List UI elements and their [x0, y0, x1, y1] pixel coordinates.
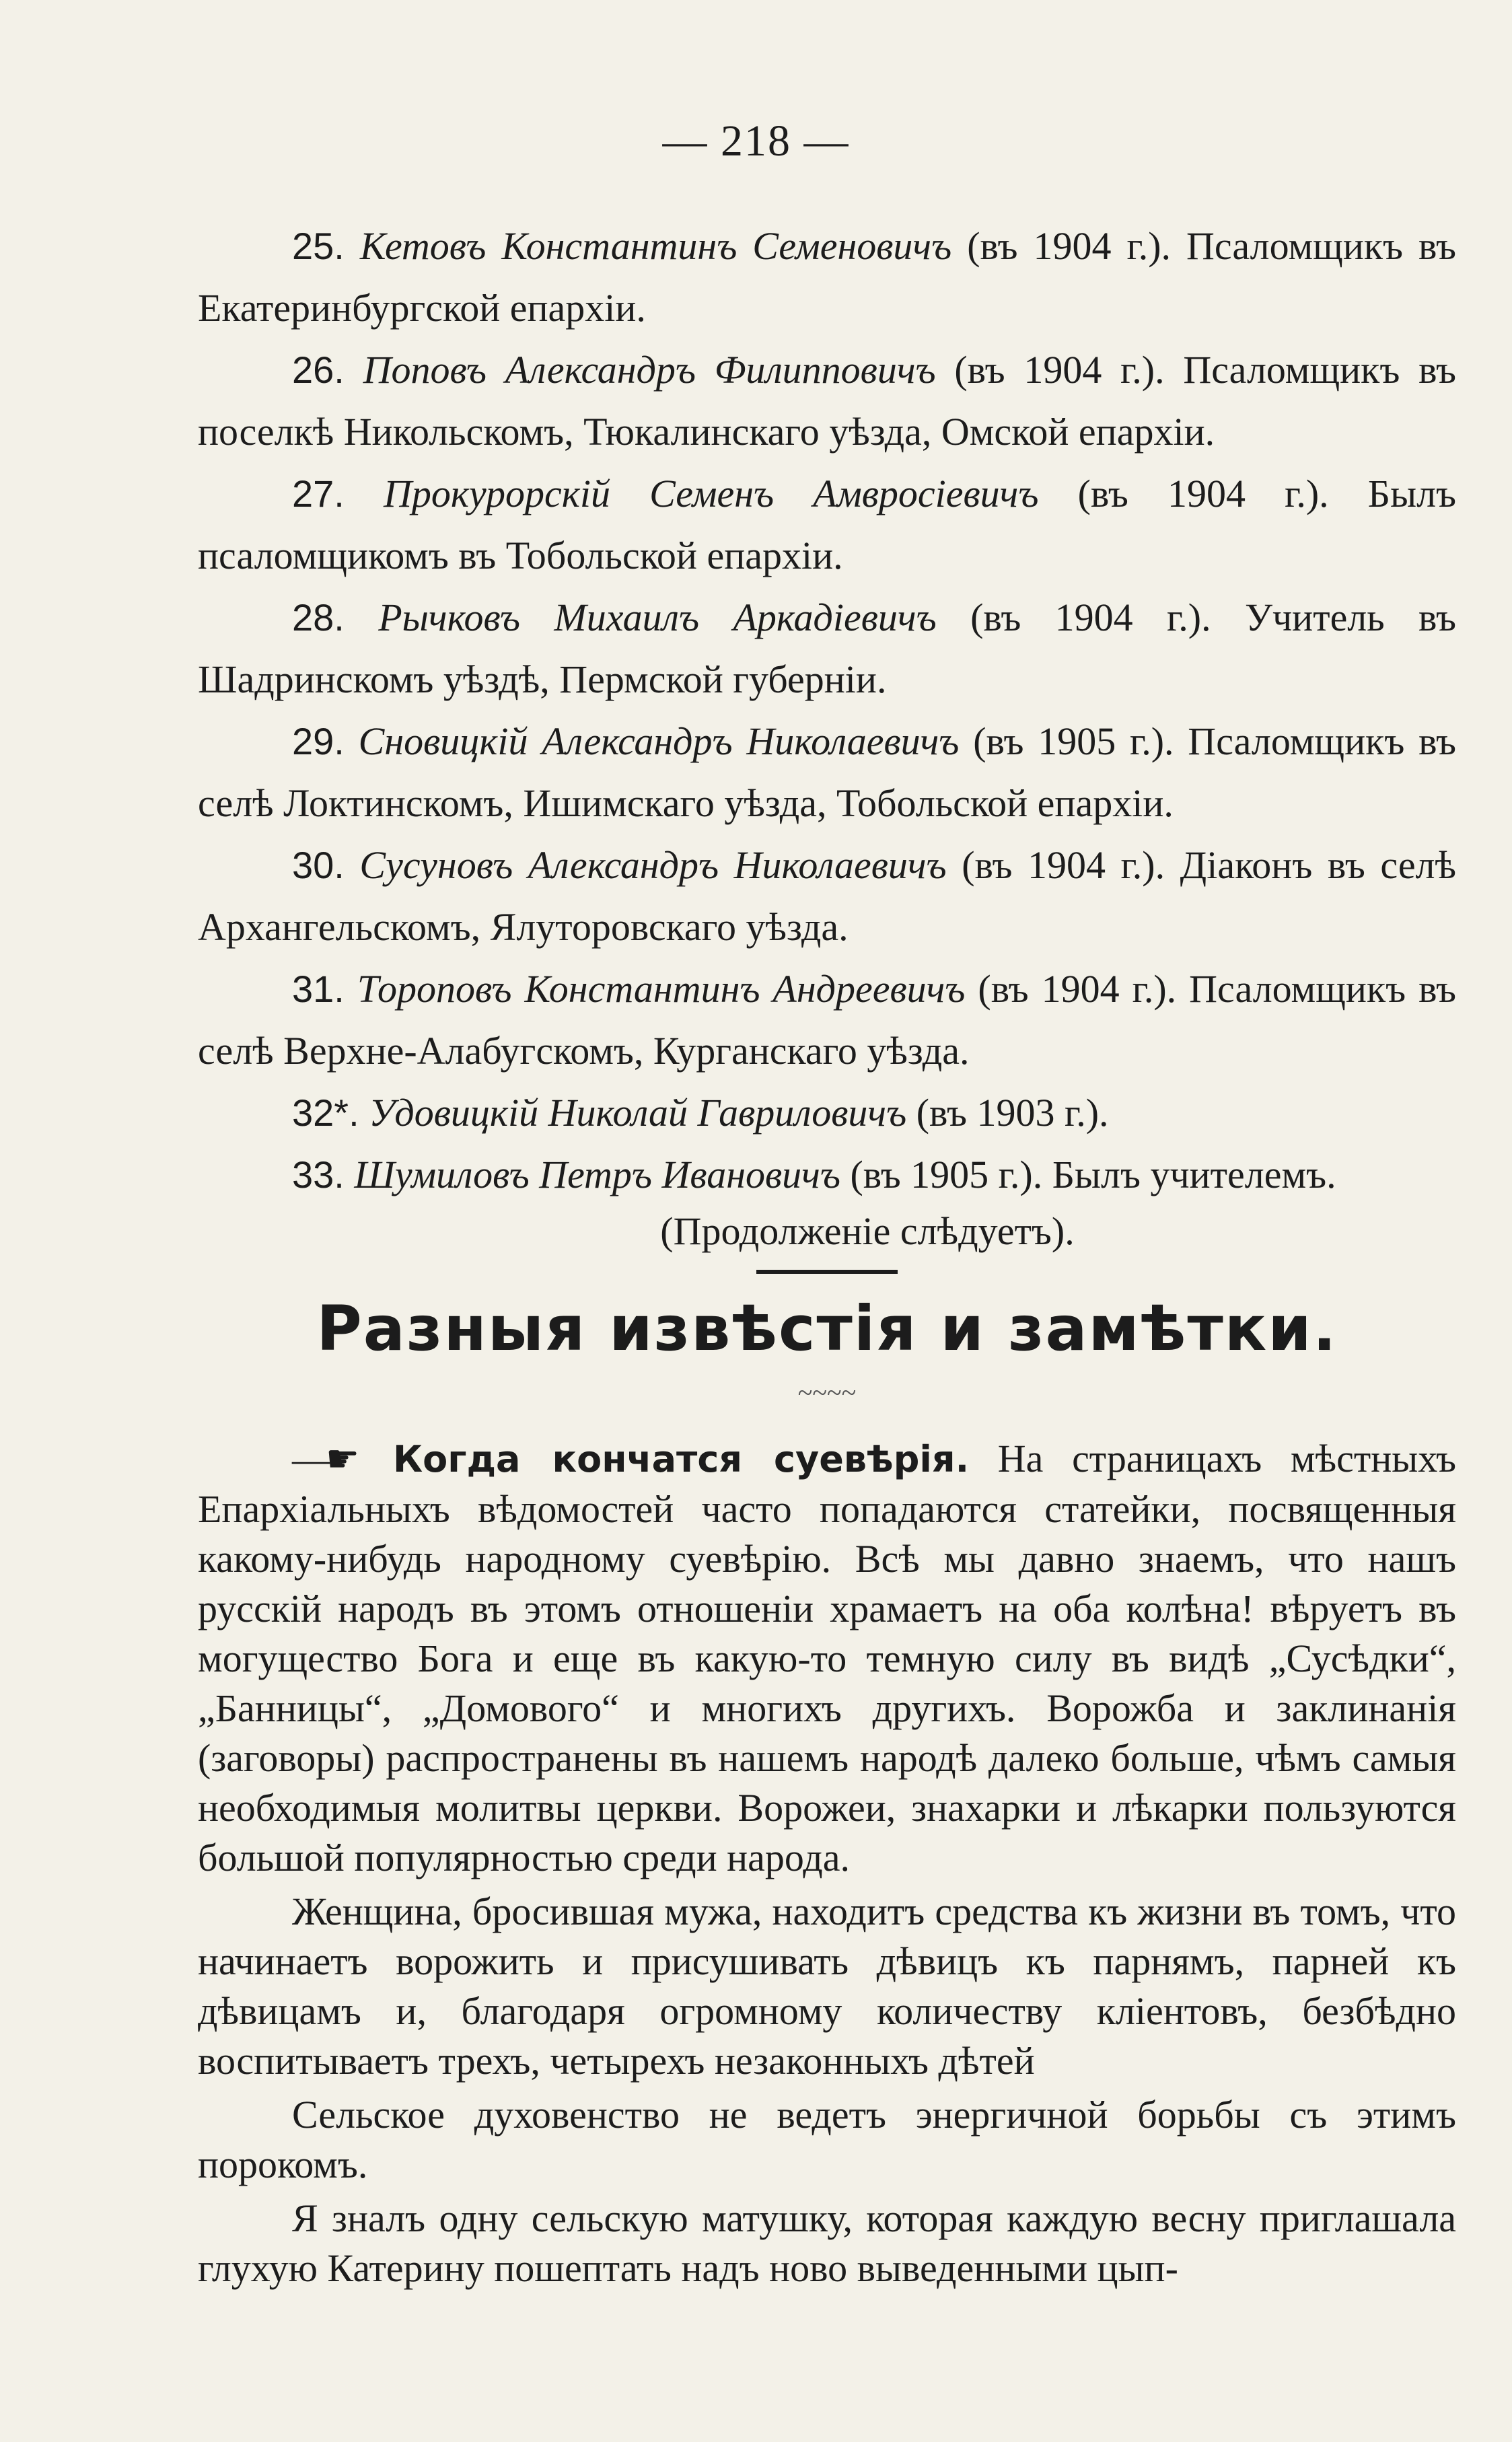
pointing-hand-icon: —☛: [292, 1439, 356, 1480]
entry-26: 26. Поповъ Александръ Филипповичъ (въ 1904 г.). Псаломщикъ въ поселкѣ Никольскомъ, Тюкалинскаго уѣзда, Омской епархіи.: [198, 348, 1457, 454]
article-paragraph: Сельское духовенство не ведетъ энергичной борьбы съ этимъ порокомъ.: [198, 2093, 1456, 2186]
ornament-flourish: ~~~~: [797, 1377, 857, 1408]
article-first-paragraph: —☛ Когда кончатся суевѣрія. На страницахъ мѣстныхъ Епархіальныхъ вѣдомостей часто попадаются статейки, посвященныя какому-нибудь народному суевѣрію. Всѣ мы давно знаемъ, что нашъ русскій народъ въ этомъ отношеніи хрaмаетъ на оба колѣна! вѣруетъ въ могущество Бога и еще въ какую-то темную силу въ видѣ „Сусѣдки“, „Банницы“, „Домового“ и многихъ другихъ. Ворожба и заклинанія (заговоры) распространены въ нашемъ народѣ далеко больше, чѣмъ самыя необходимыя молитвы церкви. Ворожеи, знахарки и лѣкарки пользуются большой популярностью среди народа.: [198, 1434, 1456, 1883]
entry-28: 28. Рычковъ Михаилъ Аркадіевичъ (въ 1904 г.). Учитель въ Шадринскомъ уѣздѣ, Пермской губерніи.: [198, 596, 1456, 701]
entry-29: 29. Сновицкій Александръ Николаевичъ (въ 1905 г.). Псаломщикъ въ селѣ Локтинскомъ, Ишимскаго уѣзда, Тобольской епархіи.: [198, 719, 1457, 825]
section-title: Разныя извѣстія и замѣтки.: [316, 1293, 1338, 1365]
article-paragraph: Женщина, бросившая мужа, находитъ средства къ жизни въ томъ, что начинаетъ ворожить и присушивать дѣвицъ къ парнямъ, парней къ дѣвицамъ и, благодаря огромному количеству кліентовъ, безбѣдно воспитываетъ трехъ, четырехъ незаконныхъ дѣтей: [198, 1890, 1456, 2083]
entry-31: 31. Тороповъ Константинъ Андреевичъ (въ 1904 г.). Псаломщикъ въ селѣ Верхне-Алабугскомъ, Курганскаго уѣзда.: [198, 967, 1457, 1073]
article: [198, 1434, 1456, 2293]
entries-list: [198, 215, 1456, 2293]
entry-30: 30. Сусуновъ Александръ Николаевичъ (въ 1904 г.). Діаконъ въ селѣ Архангельскомъ, Ялуторовскаго уѣзда.: [198, 843, 1456, 949]
continued-note: (Продолженіе слѣдуетъ).: [660, 1209, 1075, 1253]
entry-25: 25. Кетовъ Константинъ Семеновичъ (въ 1904 г.). Псаломщикъ въ Екатеринбургской епархіи.: [198, 224, 1456, 330]
page-number: — 218 —: [662, 116, 850, 166]
entry-32: 32*. Удовицкій Николай Гавриловичъ (въ 1903 г.).: [292, 1091, 1109, 1135]
section-divider: [756, 1270, 898, 1274]
entry-27: 27. Прокурорскій Семенъ Амвросіевичъ (въ 1904 г.). Былъ псаломщикомъ въ Тобольской епархіи.: [198, 472, 1457, 577]
article-title: Когда кончатся суевѣрія.: [393, 1438, 970, 1480]
article-paragraph: Я зналъ одну сельскую матушку, которая каждую весну приглашала глухую Катерину пошептать надъ ново выведенными цып-: [198, 2196, 1456, 2290]
entry-33: 33. Шумиловъ Петръ Ивановичъ (въ 1905 г.). Былъ учителемъ.: [292, 1153, 1336, 1196]
